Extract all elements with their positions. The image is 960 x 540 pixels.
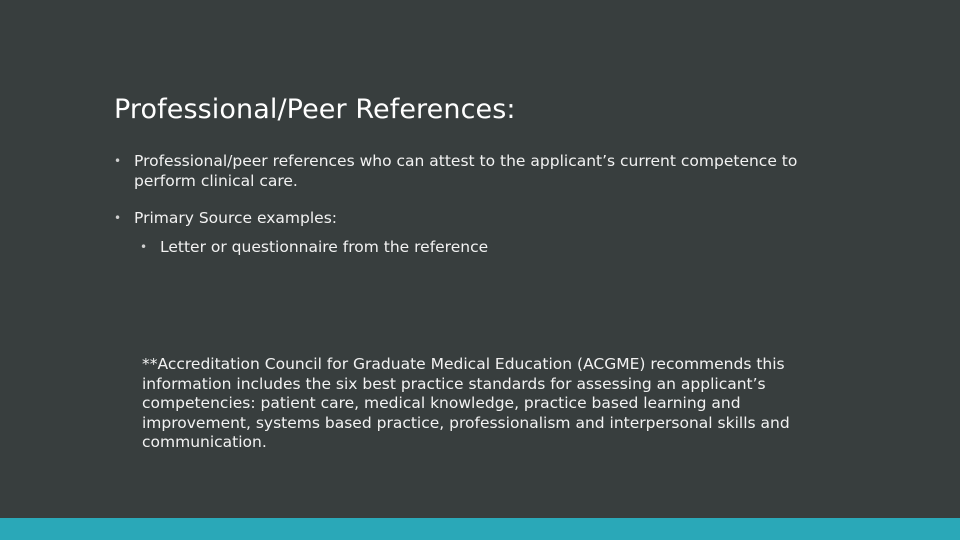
acgme-footnote: **Accreditation Council for Graduate Medical Education (ACGME) recommends this information includes the six best practice standards for assessing an applicant’s competencies: patient care, medical knowledge, practice based learning and improvement, systems based practice, professionalism and interpersonal skills and communication. (142, 355, 790, 451)
bullet-dot-icon: • (140, 240, 148, 254)
slide-title: Professional/Peer References: (114, 94, 516, 125)
bullet-dot-icon: • (114, 154, 122, 168)
sub-bullet-list (134, 237, 854, 257)
sub-bullet-item (134, 237, 854, 257)
bullet-text: Primary Source examples: (134, 209, 337, 227)
bullet-dot-icon: • (114, 211, 122, 225)
bullet-list (114, 151, 854, 257)
sub-bullet-text: Letter or questionnaire from the reference (160, 238, 489, 256)
bullet-text: Professional/peer references who can attest to the applicant’s current competence to perform clinical care. (134, 152, 798, 190)
bullet-item-primary-source (114, 208, 854, 257)
bullet-item-references (114, 151, 854, 191)
accent-bottom-bar (0, 518, 960, 540)
